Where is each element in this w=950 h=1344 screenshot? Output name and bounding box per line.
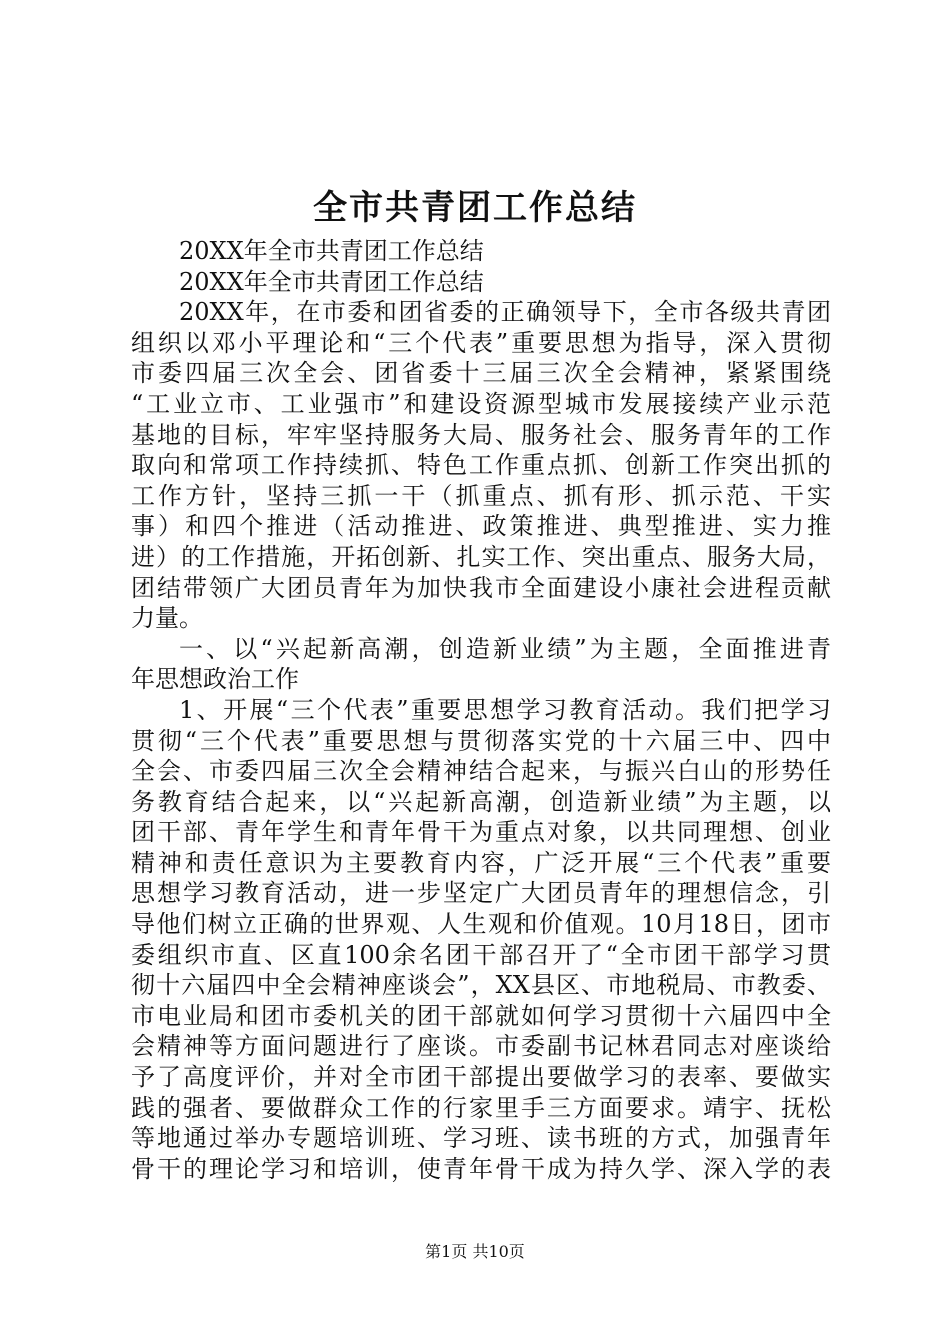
body-text-line: 20XX年，在市委和团省委的正确领导下，全市各级共青团 <box>179 298 831 327</box>
body-text-line: 进）的工作措施，开拓创新、扎实工作、突出重点、服务大局， <box>131 542 831 571</box>
body-text-line: 团结带领广大团员青年为加快我市全面建设小康社会进程贡献 <box>131 573 831 602</box>
body-text-line: 思想学习教育活动，进一步坚定广大团员青年的理想信念，引 <box>131 879 831 908</box>
body-text-line: 践的强者、要做群众工作的行家里手三方面要求。靖宇、抚松 <box>131 1093 831 1122</box>
document-title: 全市共青团工作总结 <box>313 188 637 228</box>
body-text-line: 导他们树立正确的世界观、人生观和价值观。10月18日，团市 <box>131 910 831 939</box>
body-text-line: 予了高度评价，并对全市团干部提出要做学习的表率、要做实 <box>131 1063 831 1092</box>
body-text-line: 市电业局和团市委机关的团干部就如何学习贯彻十六届四中全 <box>131 1001 831 1030</box>
body-text-line: 20XX年全市共青团工作总结 <box>179 237 484 265</box>
body-text-line: 工作方针，坚持三抓一干（抓重点、抓有形、抓示范、干实 <box>131 481 831 510</box>
body-text-line: 委组织市直、区直100余名团干部召开了“全市团干部学习贯 <box>131 940 831 969</box>
body-text-line: 市委四届三次全会、团省委十三届三次全会精神，紧紧围绕 <box>131 359 831 388</box>
document-body <box>131 236 831 1184</box>
body-text-line: 会精神等方面问题进行了座谈。市委副书记林君同志对座谈给 <box>131 1032 831 1061</box>
body-text-line: 事）和四个推进（活动推进、政策推进、典型推进、实力推 <box>131 512 831 541</box>
body-text-line: 骨干的理论学习和培训，使青年骨干成为持久学、深入学的表 <box>131 1154 831 1183</box>
body-text-line: 一、以“兴起新高潮，创造新业绩”为主题，全面推进青 <box>179 634 831 663</box>
body-text-line: 团干部、青年学生和青年骨干为重点对象，以共同理想、创业 <box>131 818 831 847</box>
body-text-line: 取向和常项工作持续抓、特色工作重点抓、创新工作突出抓的 <box>131 451 831 480</box>
body-text-line: 基地的目标，牢牢坚持服务大局、服务社会、服务青年的工作 <box>131 420 831 449</box>
body-text-line: 彻十六届四中全会精神座谈会”，XX县区、市地税局、市教委、 <box>131 971 831 1000</box>
body-text-line: 全会、市委四届三次全会精神结合起来，与振兴白山的形势任 <box>131 757 831 786</box>
body-text-line: 等地通过举办专题培训班、学习班、读书班的方式，加强青年 <box>131 1124 831 1153</box>
body-text-line: 1、开展“三个代表”重要思想学习教育活动。我们把学习 <box>179 695 831 724</box>
body-text-line: 力量。 <box>131 604 203 633</box>
body-text-line: 组织以邓小平理论和“三个代表”重要思想为指导，深入贯彻 <box>131 328 831 357</box>
body-text-line: “工业立市、工业强市”和建设资源型城市发展接续产业示范 <box>131 389 831 418</box>
body-text-line: 务教育结合起来，以“兴起新高潮，创造新业绩”为主题，以 <box>131 787 831 816</box>
body-text-line: 贯彻“三个代表”重要思想与贯彻落实党的十六届三中、四中 <box>131 726 831 755</box>
body-text-line: 20XX年全市共青团工作总结 <box>179 267 484 296</box>
body-text-line: 年思想政治工作 <box>131 665 299 694</box>
page-footer: 第1页 共10页 <box>425 1242 525 1261</box>
body-text-line: 精神和责任意识为主要教育内容，广泛开展“三个代表”重要 <box>131 848 831 877</box>
